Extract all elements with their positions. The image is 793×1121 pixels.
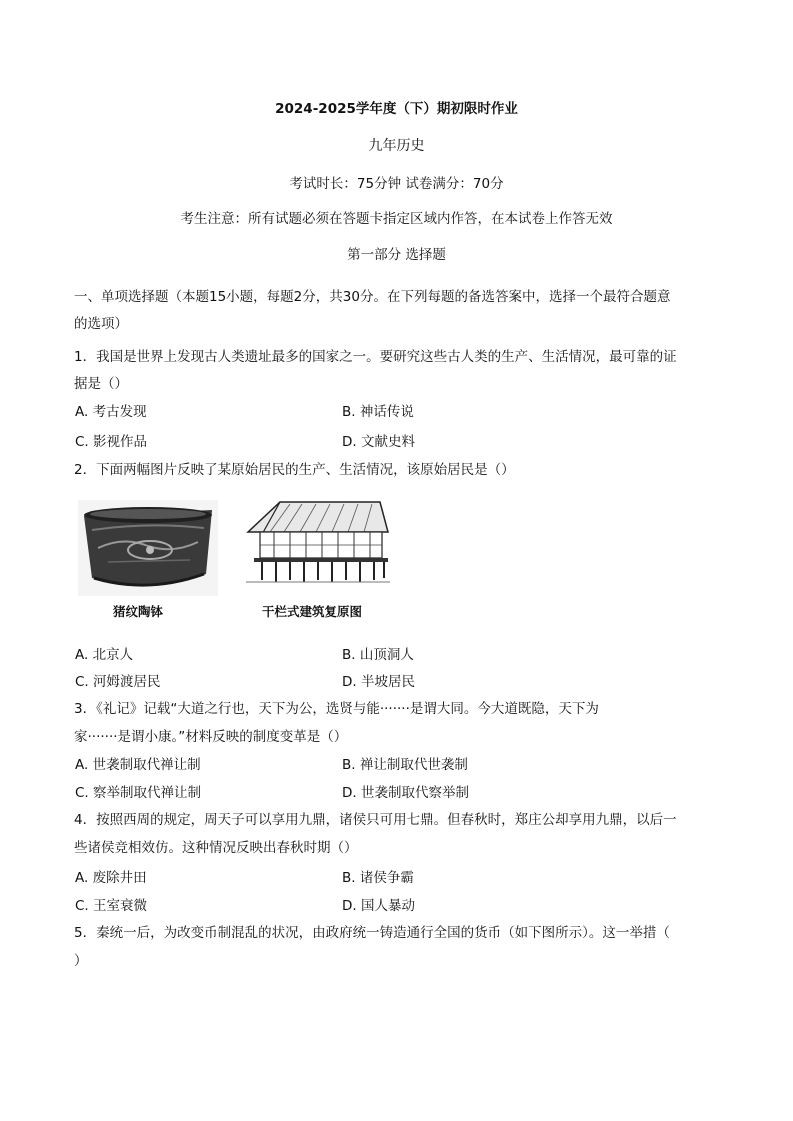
exam-notice: 考生注意：所有试题必须在答题卡指定区域内作答，在本试卷上作答无效 xyxy=(180,211,613,227)
question-1-option-d: D. 文献史料 xyxy=(342,434,415,450)
question-2-option-d: D. 半坡居民 xyxy=(342,674,415,690)
figure-caption-stilt-house: 干栏式建筑复原图 xyxy=(262,604,363,619)
question-1-option-b: B. 神话传说 xyxy=(342,404,414,420)
question-4-option-a: A. 废除井田 xyxy=(75,870,147,886)
question-4-option-c: C. 王室衰微 xyxy=(75,898,148,914)
pig-pottery-bowl-image xyxy=(78,500,218,596)
question-4-stem: 4．按照西周的规定，周天子可以享用九鼎，诸侯只可用七鼎。但春秋时，郑庄公却享用九鼎，以后一 xyxy=(74,812,677,828)
question-2-option-a: A. 北京人 xyxy=(75,647,134,663)
question-2-option-c: C. 河姆渡居民 xyxy=(75,674,161,690)
doc-title: 2024-2025学年度（下）期初限时作业 xyxy=(275,101,518,117)
question-3-stem: 3．《礼记》记载“大道之行也，天下为公，选贤与能·······是谓大同。今大道既隐，天下为 xyxy=(74,701,599,717)
question-5-stem-cont: ） xyxy=(74,953,88,969)
question-1-option-c: C. 影视作品 xyxy=(75,434,148,450)
question-2-stem: 2．下面两幅图片反映了某原始居民的生产、生活情况，该原始居民是（） xyxy=(74,462,515,478)
question-3-option-a: A. 世袭制取代禅让制 xyxy=(75,757,201,773)
figure-caption-pottery: 猪纹陶钵 xyxy=(113,604,164,619)
question-5-stem: 5．秦统一后，为改变币制混乱的状况，由政府统一铸造通行全国的货币（如下图所示）。这一举措（ xyxy=(74,925,670,941)
question-3-option-b: B. 禅让制取代世袭制 xyxy=(342,757,468,773)
question-4-stem-cont: 些诸侯竞相效仿。这种情况反映出春秋时期（） xyxy=(74,840,358,856)
question-3-option-d: D. 世袭制取代察举制 xyxy=(342,785,469,801)
exam-info: 考试时长：75分钟 试卷满分：70分 xyxy=(289,176,504,192)
question-1-stem: 1．我国是世界上发现古人类遗址最多的国家之一。要研究这些古人类的生产、生活情况，最可靠的证 xyxy=(74,349,677,365)
doc-subject: 九年历史 xyxy=(368,138,425,154)
stilt-house-image xyxy=(240,498,392,588)
question-4-option-b: B. 诸侯争霸 xyxy=(342,870,414,886)
question-3-option-c: C. 察举制取代禅让制 xyxy=(75,785,202,801)
question-2-option-b: B. 山顶洞人 xyxy=(342,647,414,663)
section-heading-line2: 的选项） xyxy=(74,316,128,332)
question-1-option-a: A. 考古发现 xyxy=(75,404,147,420)
question-4-option-d: D. 国人暴动 xyxy=(342,898,415,914)
question-3-stem-cont: 家·······是谓小康。”材料反映的制度变革是（） xyxy=(74,729,348,745)
section-heading-line1: 一、单项选择题（本题15小题，每题2分，共30分。在下列每题的备选答案中，选择一个最符合题意 xyxy=(74,289,671,305)
part-title: 第一部分 选择题 xyxy=(347,247,446,263)
question-1-stem-cont: 据是（） xyxy=(74,376,128,392)
